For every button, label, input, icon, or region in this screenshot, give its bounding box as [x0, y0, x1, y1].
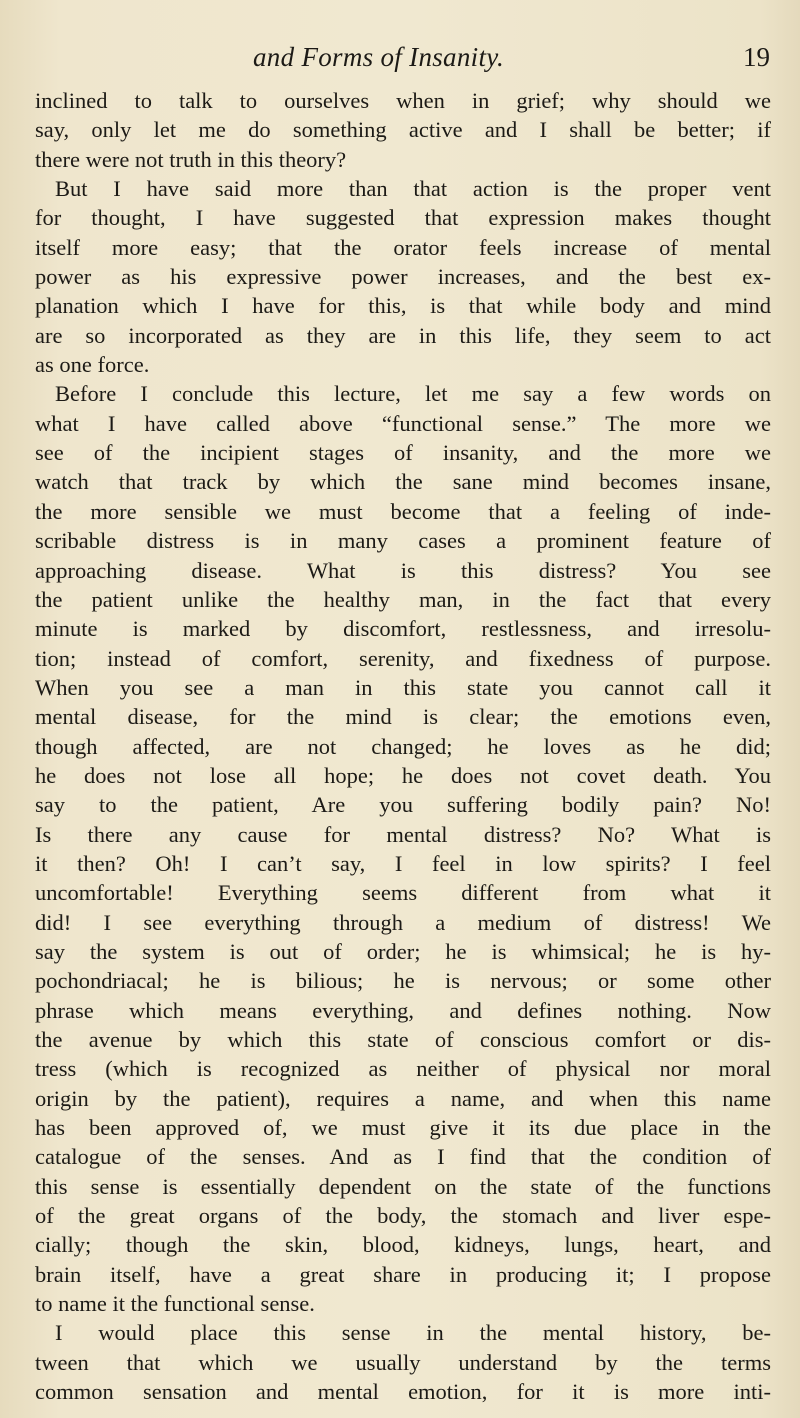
text-line: did! I see everything through a medium of distress! We	[35, 909, 771, 935]
text-line: scribable distress is in many cases a prominent feature of	[35, 528, 771, 554]
text-line: uncomfortable! Everything seems different from what it	[35, 880, 771, 906]
text-line: as one force.	[35, 352, 150, 378]
text-line: there were not truth in this theory?	[35, 146, 347, 172]
text-line: to name it the functional sense.	[35, 1291, 315, 1317]
text-line: he does not lose all hope; he does not covet death. You	[35, 762, 771, 788]
text-line: planation which I have for this, is that while body and mind	[35, 293, 771, 319]
text-line: for thought, I have suggested that expression makes thought	[35, 205, 771, 231]
text-line: what I have called above “functional sense.” The more we	[35, 410, 771, 436]
text-line: say to the patient, Are you suffering bodily pain? No!	[35, 792, 771, 818]
text-line: itself more easy; that the orator feels increase of mental	[35, 234, 771, 260]
text-line: phrase which means everything, and defines nothing. Now	[35, 997, 771, 1023]
text-line: of the great organs of the body, the stomach and liver espe-	[35, 1203, 771, 1229]
page-header	[35, 42, 770, 82]
text-line: approaching disease. What is this distress? You see	[35, 557, 771, 583]
text-line: But I have said more than that action is the proper vent	[55, 176, 771, 202]
body-text	[35, 86, 771, 1406]
text-line: Is there any cause for mental distress? No? What is	[35, 821, 771, 847]
text-line: has been approved of, we must give it its due place in the	[35, 1115, 771, 1141]
text-line: minute is marked by discomfort, restlessness, and irresolu-	[35, 616, 771, 642]
text-line: cially; though the skin, blood, kidneys, lungs, heart, and	[35, 1232, 771, 1258]
text-line: watch that track by which the sane mind becomes insane,	[35, 469, 771, 495]
text-line: see of the incipient stages of insanity, and the more we	[35, 440, 771, 466]
text-line: say the system is out of order; he is whimsical; he is hy-	[35, 938, 771, 964]
page-number: 19	[743, 42, 770, 72]
text-line: mental disease, for the mind is clear; the emotions even,	[35, 704, 771, 730]
text-line: inclined to talk to ourselves when in grief; why should we	[35, 88, 771, 113]
text-line: say, only let me do something active and I shall be better; if	[35, 117, 771, 143]
text-line: tion; instead of comfort, serenity, and fixedness of purpose.	[35, 645, 771, 671]
text-line: brain itself, have a great share in producing it; I propose	[35, 1261, 771, 1287]
text-line: the more sensible we must become that a feeling of inde-	[35, 498, 771, 524]
text-line: power as his expressive power increases, and the best ex-	[35, 264, 771, 290]
text-line: the patient unlike the healthy man, in the fact that every	[35, 586, 771, 612]
text-line: pochondriacal; he is bilious; he is nervous; or some other	[35, 968, 771, 994]
text-line: origin by the patient), requires a name, and when this name	[35, 1085, 771, 1111]
text-line: the avenue by which this state of conscious comfort or dis-	[35, 1027, 771, 1052]
text-line: this sense is essentially dependent on the state of the functions	[35, 1173, 771, 1199]
text-line: tween that which we usually understand by the terms	[35, 1349, 771, 1375]
running-title: and Forms of Insanity.	[253, 42, 505, 72]
text-line: tress (which is recognized as neither of physical nor moral	[35, 1056, 771, 1082]
text-line: common sensation and mental emotion, for it is more inti-	[35, 1379, 771, 1405]
text-line: catalogue of the senses. And as I find that the condition of	[35, 1144, 771, 1170]
text-line: are so incorporated as they are in this life, they seem to act	[35, 322, 771, 348]
text-line: Before I conclude this lecture, let me say a few words on	[55, 381, 771, 407]
text-line: though affected, are not changed; he loves as he did;	[35, 733, 771, 759]
text-line: it then? Oh! I can’t say, I feel in low spirits? I feel	[35, 850, 771, 876]
text-line: When you see a man in this state you cannot call it	[35, 674, 771, 700]
text-line: I would place this sense in the mental history, be-	[55, 1320, 771, 1346]
